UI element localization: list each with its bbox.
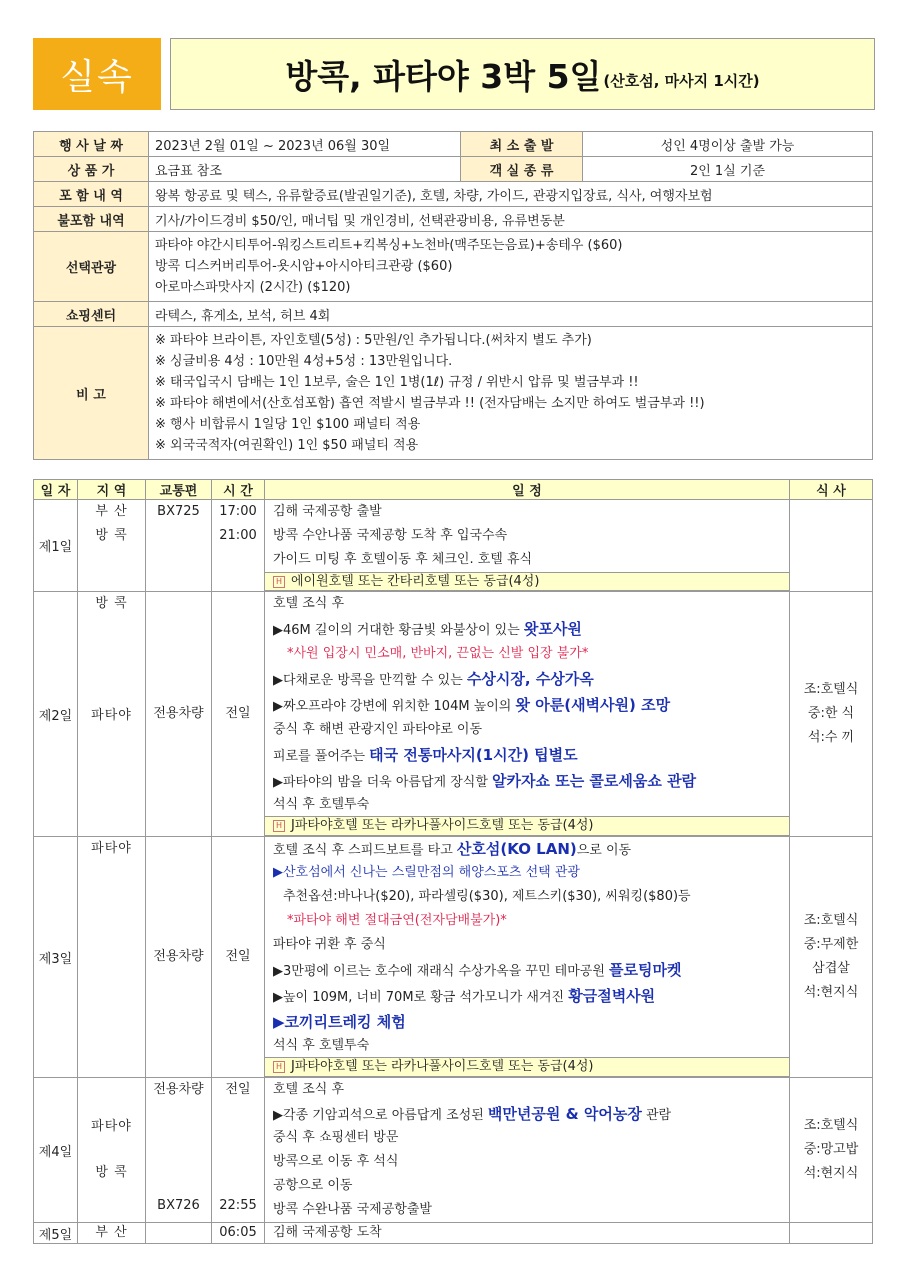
itinerary-line: 석식 후 호텔투숙 xyxy=(273,797,370,812)
hotel-name: J파타야호텔 또는 라카나풀사이드호텔 또는 동급(4성) xyxy=(291,818,594,833)
meal-item: 석:현지식 xyxy=(803,985,859,1000)
meal-item: 삼겹살 xyxy=(812,961,850,976)
meal-item: 중:망고밥 xyxy=(803,1142,859,1157)
transport: 전용차량 xyxy=(153,706,204,721)
info-table xyxy=(33,131,873,460)
note-item: ※ 태국입국시 담배는 1인 1보루, 술은 1인 1병(1ℓ) 규정 / 위반시 압류 및 벌금부과 !! xyxy=(155,375,639,390)
region: 부 산 xyxy=(95,504,128,519)
itinerary-line: ▶높이 109M, 너비 70M로 황금 석가모니가 새겨진 황금절벽사원 xyxy=(273,987,656,1005)
day-row-5 xyxy=(34,1223,873,1244)
col-day: 일 자 xyxy=(34,480,78,500)
period-label: 행 사 날 짜 xyxy=(34,132,149,157)
time-cell xyxy=(212,1223,265,1244)
region-cell xyxy=(78,592,146,837)
info-row-period xyxy=(34,132,873,157)
page-title: 방콕, 파타야 3박 5일 xyxy=(285,56,602,96)
meal-item: 중:한 식 xyxy=(807,706,855,721)
info-row-include xyxy=(34,182,873,207)
option-item: 파타야 야간시티투어-워킹스트리트+킥복싱+노천바(맥주또는음료)+송테우 ($60) xyxy=(155,238,623,253)
hotel-line xyxy=(265,572,789,591)
info-row-price xyxy=(34,157,873,182)
region-cell xyxy=(78,837,146,1078)
shopping-label: 쇼핑센터 xyxy=(34,302,149,327)
info-row-shopping xyxy=(34,302,873,327)
hotel-line xyxy=(265,816,789,836)
col-itinerary: 일 정 xyxy=(265,480,790,500)
day-label: 제5일 xyxy=(34,1223,78,1244)
itinerary-cell xyxy=(265,1078,790,1223)
page-subtitle: (산호섬, 마사지 1시간) xyxy=(603,71,760,90)
day-row-3 xyxy=(34,837,873,1078)
time-cell xyxy=(212,1078,265,1223)
time-cell xyxy=(212,592,265,837)
hotel-icon: H xyxy=(273,576,285,588)
schedule-table xyxy=(33,479,873,1244)
highlight: 황금절벽사원 xyxy=(568,987,656,1005)
meal-item: 조:호텔식 xyxy=(803,1118,859,1133)
time: 전일 xyxy=(225,949,251,964)
itinerary-cell xyxy=(265,500,790,592)
time: 06:05 xyxy=(219,1225,257,1240)
title-box xyxy=(170,38,875,110)
itinerary-line: ▶코끼리트레킹 체험 xyxy=(273,1013,406,1031)
col-transport: 교통편 xyxy=(146,480,212,500)
meal-cell xyxy=(790,837,873,1078)
transport: 전용차량 xyxy=(153,949,204,964)
day-row-4 xyxy=(34,1078,873,1223)
notes-list xyxy=(149,327,873,460)
itinerary-line: ▶3만평에 이르는 호수에 재래식 수상가옥을 꾸민 테마공원 플로팅마켓 xyxy=(273,961,682,979)
highlight: 왓 아룬(새벽사원) 조망 xyxy=(515,696,671,714)
highlight: 수상시장, 수상가옥 xyxy=(466,670,594,688)
min-departure-label: 최 소 출 발 xyxy=(461,132,583,157)
room-label: 객 실 종 류 xyxy=(461,157,583,182)
meal-item: 석:현지식 xyxy=(803,1166,859,1181)
transport-cell xyxy=(146,1078,212,1223)
itinerary-line: 파타야 귀환 후 중식 xyxy=(273,937,386,952)
meal-cell xyxy=(790,1078,873,1223)
day-row-2 xyxy=(34,592,873,837)
time: 전일 xyxy=(225,1082,251,1097)
itinerary-line: 방콕 수완나품 국제공항출발 xyxy=(273,1202,432,1217)
hotel-name: J파타야호텔 또는 라카나풀사이드호텔 또는 동급(4성) xyxy=(291,1059,594,1074)
highlight: 플로팅마켓 xyxy=(609,961,682,979)
exclude-label: 불포함 내역 xyxy=(34,207,149,232)
hotel-line xyxy=(265,1057,789,1077)
itinerary-line: 추천옵션:바나나($20), 파라셀링($30), 제트스키($30), 씨워킹($80)등 xyxy=(283,889,691,904)
badge: 실속 xyxy=(33,38,161,110)
itinerary-line: 중식 후 쇼핑센터 방문 xyxy=(273,1130,399,1145)
day-label: 제3일 xyxy=(34,837,78,1078)
room-value: 2인 1실 기준 xyxy=(583,157,873,182)
region: 방 콕 xyxy=(95,1165,128,1180)
schedule-header xyxy=(34,480,873,500)
time: 전일 xyxy=(225,706,251,721)
itinerary-line: ▶짜오프라야 강변에 위치한 104M 높이의 왓 아룬(새벽사원) 조망 xyxy=(273,696,671,714)
day-label: 제4일 xyxy=(34,1078,78,1223)
info-row-exclude xyxy=(34,207,873,232)
include-value: 왕복 항공료 및 텍스, 유류할증료(발권일기준), 호텔, 차량, 가이드, 관광지입장료, 식사, 여행자보험 xyxy=(149,182,873,207)
region: 파타야 xyxy=(91,1119,132,1134)
transport-cell xyxy=(146,837,212,1078)
exclude-value: 기사/가이드경비 $50/인, 매너팁 및 개인경비, 선택관광비용, 유류변동분 xyxy=(149,207,873,232)
price-label: 상 품 가 xyxy=(34,157,149,182)
meal-cell xyxy=(790,592,873,837)
meal-item: 중:무제한 xyxy=(803,937,859,952)
hotel-icon: H xyxy=(273,1061,285,1073)
highlight: 백만년공원 & 악어농장 xyxy=(487,1105,642,1123)
warning-line: *사원 입장시 민소매, 반바지, 끈없는 신발 입장 불가* xyxy=(287,646,589,661)
col-meal: 식 사 xyxy=(790,480,873,500)
itinerary-line: 중식 후 해변 관광지인 파타야로 이동 xyxy=(273,722,483,737)
itinerary-line: 호텔 조식 후 xyxy=(273,596,345,611)
itinerary-line: 가이드 미팅 후 호텔이동 후 체크인. 호텔 휴식 xyxy=(273,552,533,567)
meal-item: 조:호텔식 xyxy=(803,682,859,697)
period-value: 2023년 2월 01일 ~ 2023년 06월 30일 xyxy=(149,132,461,157)
transport-cell xyxy=(146,500,212,592)
flight-code: BX725 xyxy=(157,504,200,519)
region-cell xyxy=(78,1078,146,1223)
itinerary-cell xyxy=(265,1223,790,1244)
transport: 전용차량 xyxy=(153,1082,204,1097)
itinerary-line: 공항으로 이동 xyxy=(273,1178,353,1193)
itinerary-line: 호텔 조식 후 xyxy=(273,1082,345,1097)
option-item: 방콕 디스커버리투어-욧시암+아시아티크관광 ($60) xyxy=(155,259,453,274)
meal-cell xyxy=(790,1223,873,1244)
itinerary-line: 김해 국제공항 출발 xyxy=(273,504,382,519)
hotel-icon: H xyxy=(273,820,285,832)
region: 방 콕 xyxy=(95,596,128,611)
time-cell xyxy=(212,837,265,1078)
itinerary-line: 방콕으로 이동 후 석식 xyxy=(273,1154,399,1169)
itinerary-cell xyxy=(265,837,790,1078)
itinerary-line: ▶파타야의 밤을 더욱 아름답게 장식할 알카자쇼 또는 콜로세움쇼 관람 xyxy=(273,772,697,790)
itinerary-line: 피로를 풀어주는 태국 전통마사지(1시간) 팁별도 xyxy=(273,746,578,764)
notes-label: 비 고 xyxy=(34,327,149,460)
transport-cell xyxy=(146,592,212,837)
day-label: 제2일 xyxy=(34,592,78,837)
meal-cell xyxy=(790,500,873,592)
itinerary-line: ▶46M 길이의 거대한 황금빛 와불상이 있는 왓포사원 xyxy=(273,620,582,638)
day-row-1 xyxy=(34,500,873,592)
note-item: ※ 외국국적자(여권확인) 1인 $50 패널티 적용 xyxy=(155,438,419,453)
info-row-options xyxy=(34,232,873,302)
warning-line: *파타야 해변 절대금연(전자담배불가)* xyxy=(287,913,507,928)
min-departure-value: 성인 4명이상 출발 가능 xyxy=(583,132,873,157)
include-label: 포 함 내 역 xyxy=(34,182,149,207)
transport-cell xyxy=(146,1223,212,1244)
region-cell xyxy=(78,1223,146,1244)
hotel-name: 에이원호텔 또는 칸타리호텔 또는 동급(4성) xyxy=(291,574,540,589)
itinerary-cell xyxy=(265,592,790,837)
itinerary-line: 방콕 수안나품 국제공항 도착 후 입국수속 xyxy=(273,528,508,543)
note-item: ※ 행사 비합류시 1일당 1인 $100 패널티 적용 xyxy=(155,417,421,432)
note-item: ※ 파타야 해변에서(산호섬포함) 흡연 적발시 벌금부과 !! (전자담배는 소지만 하여도 벌금부과 !!) xyxy=(155,396,705,411)
time: 17:00 xyxy=(219,504,257,519)
region: 방 콕 xyxy=(95,528,128,543)
highlight: 알카자쇼 또는 콜로세움쇼 관람 xyxy=(492,772,697,790)
meal-item: 조:호텔식 xyxy=(803,913,859,928)
itinerary-line: 호텔 조식 후 스피드보트를 타고 산호섬(KO LAN)으로 이동 xyxy=(273,840,632,858)
flight-code: BX726 xyxy=(157,1198,200,1213)
region: 부 산 xyxy=(95,1225,128,1240)
options-list xyxy=(149,232,873,302)
col-region: 지 역 xyxy=(78,480,146,500)
note-item: ※ 싱글비용 4성 : 10만원 4성+5성 : 13만원입니다. xyxy=(155,354,453,369)
itinerary-line: ▶각종 기암괴석으로 아름답게 조성된 백만년공원 & 악어농장 관람 xyxy=(273,1105,672,1123)
time-cell xyxy=(212,500,265,592)
highlight: 산호섬(KO LAN) xyxy=(456,840,577,858)
col-time: 시 간 xyxy=(212,480,265,500)
meal-item: 석:수 끼 xyxy=(807,730,855,745)
highlight: 왓포사원 xyxy=(523,620,582,638)
region-cell xyxy=(78,500,146,592)
day-label: 제1일 xyxy=(34,500,78,592)
itinerary-line: 석식 후 호텔투숙 xyxy=(273,1038,370,1053)
itinerary-line: ▶다채로운 방콕을 만끽할 수 있는 수상시장, 수상가옥 xyxy=(273,670,594,688)
itinerary-line: 김해 국제공항 도착 xyxy=(273,1225,382,1240)
shopping-value: 라텍스, 휴게소, 보석, 허브 4회 xyxy=(149,302,873,327)
option-item: 아로마스파맛사지 (2시간) ($120) xyxy=(155,280,351,295)
time: 21:00 xyxy=(219,528,257,543)
options-label: 선택관광 xyxy=(34,232,149,302)
info-row-notes xyxy=(34,327,873,460)
itinerary-line: ▶산호섬에서 신나는 스릴만점의 해양스포츠 선택 관광 xyxy=(273,865,580,880)
highlight: 태국 전통마사지(1시간) 팁별도 xyxy=(369,746,578,764)
region: 파타야 xyxy=(91,708,132,723)
note-item: ※ 파타야 브라이튼, 자인호텔(5성) : 5만원/인 추가됩니다.(써차지 별도 추가) xyxy=(155,333,592,348)
price-value: 요금표 참조 xyxy=(149,157,461,182)
region: 파타야 xyxy=(91,841,132,856)
time: 22:55 xyxy=(219,1198,257,1213)
